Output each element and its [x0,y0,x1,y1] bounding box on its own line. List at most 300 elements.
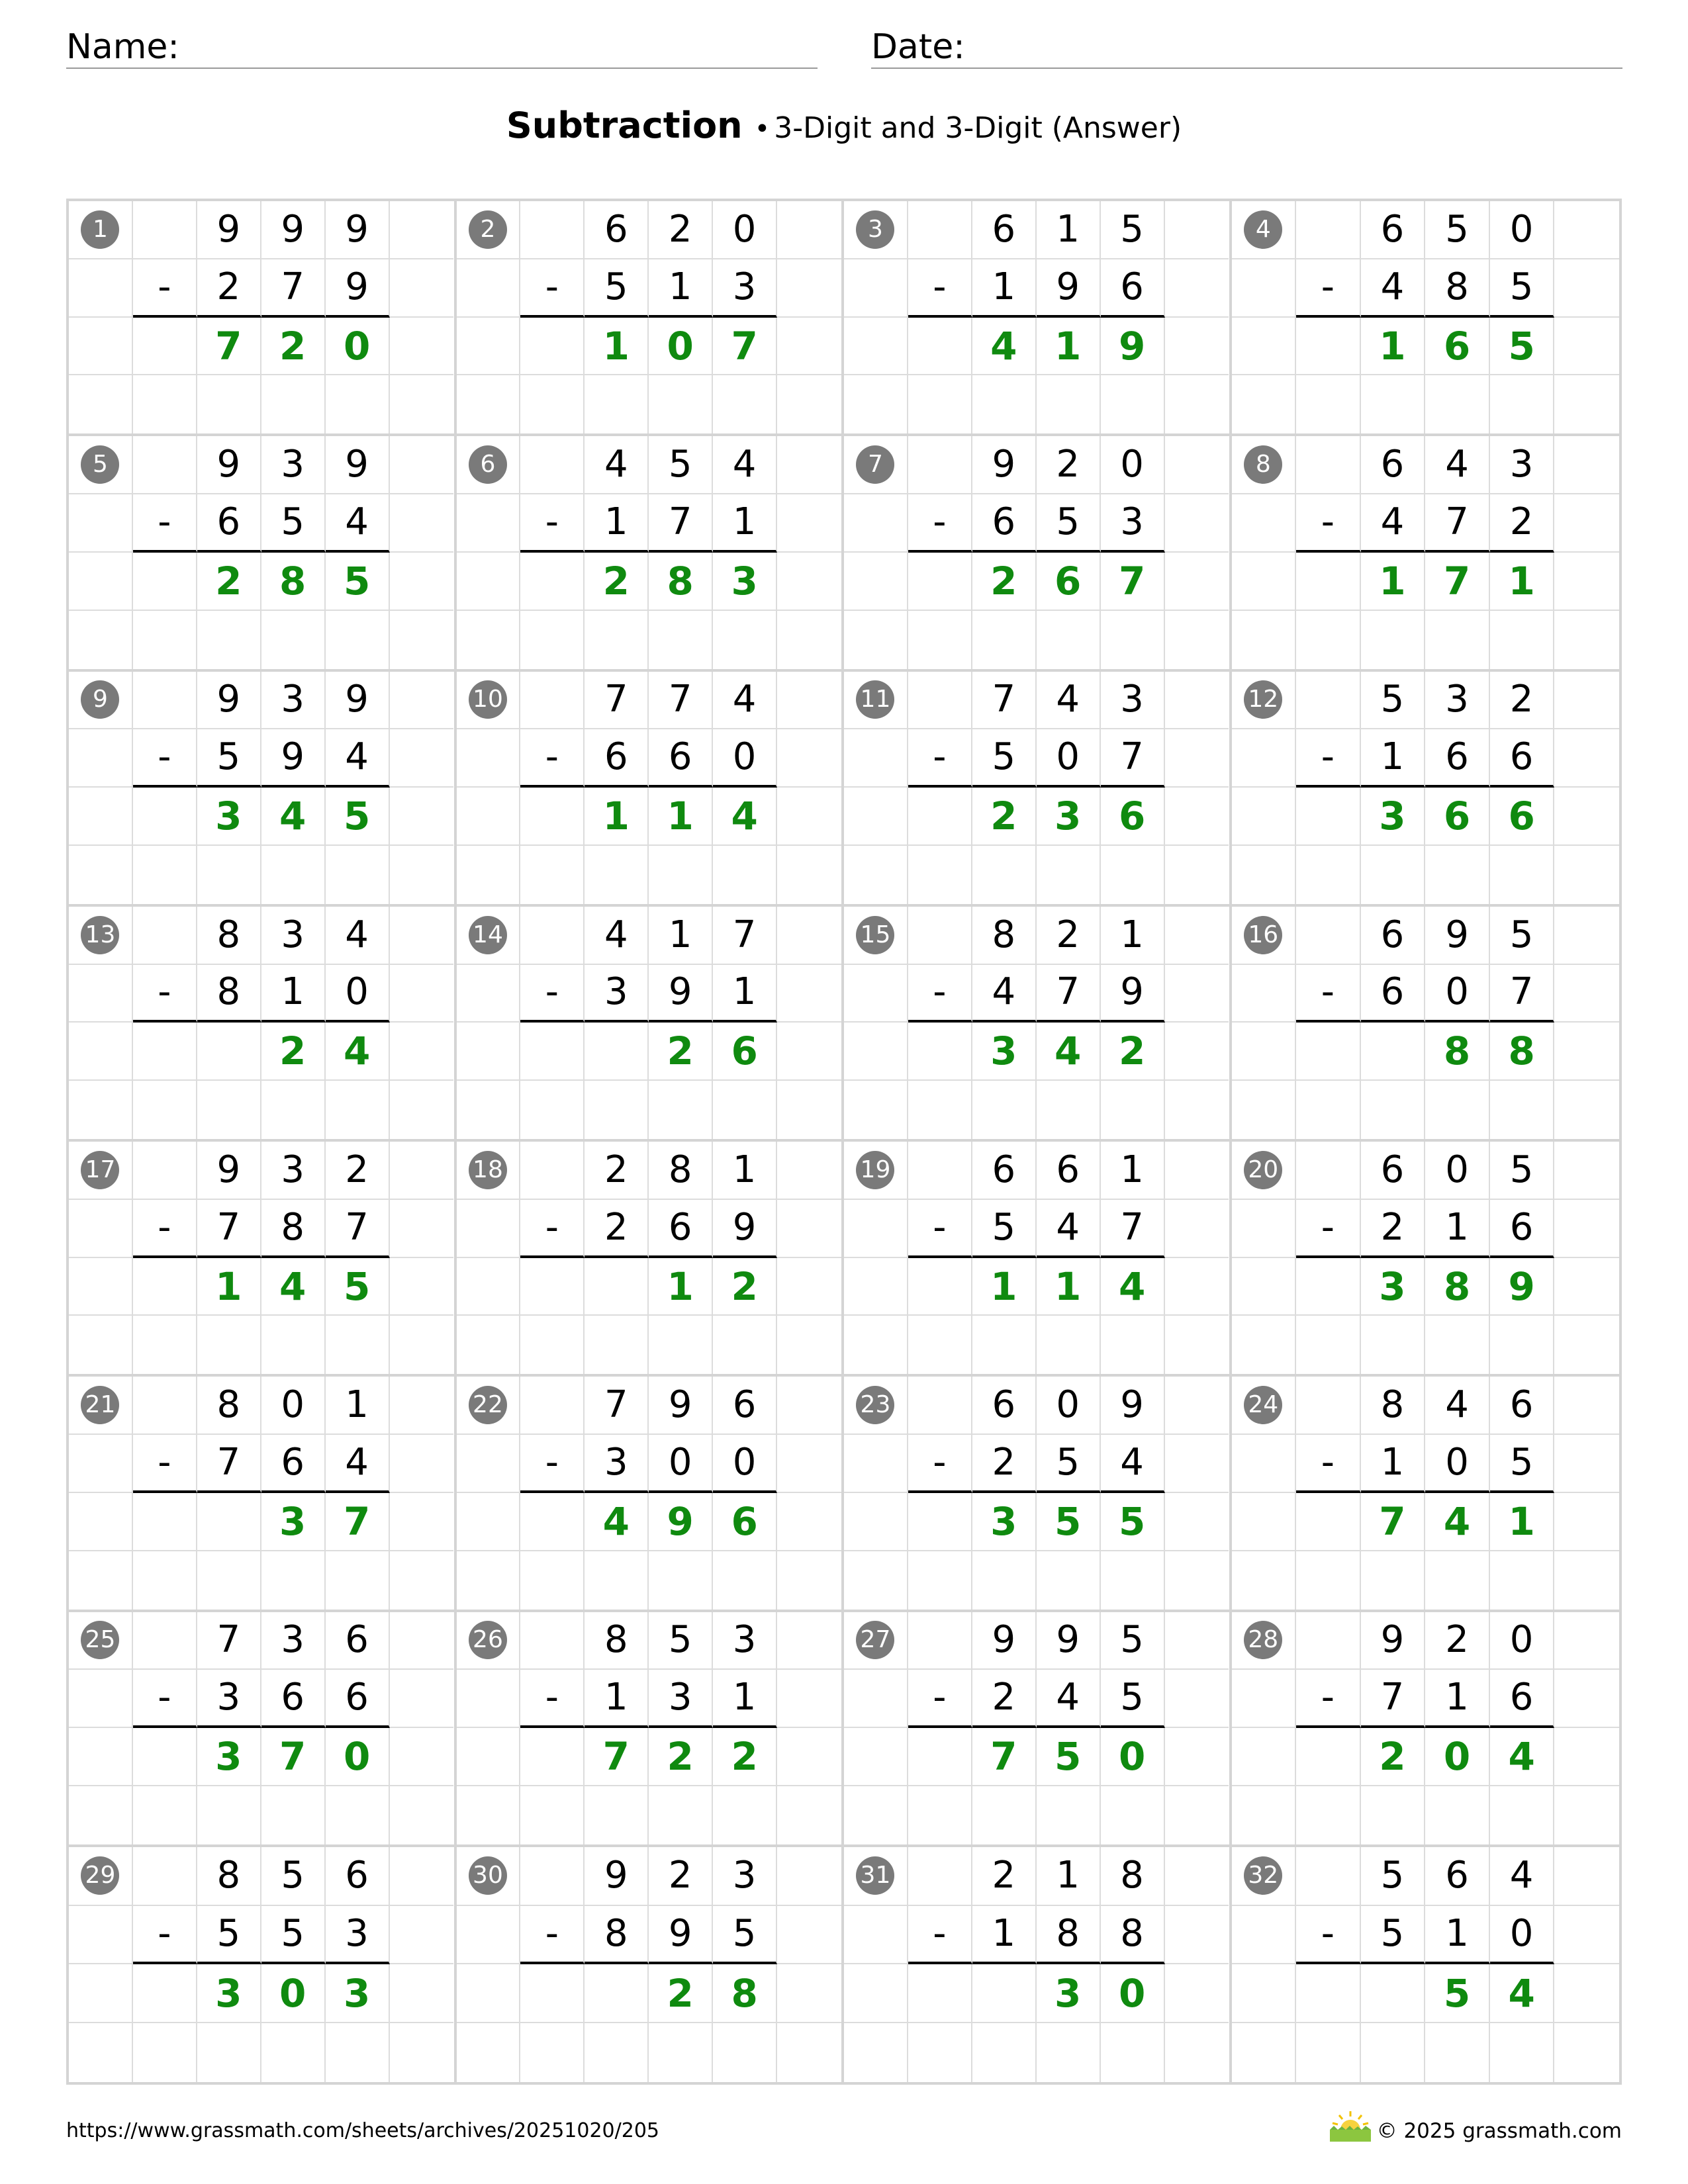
answer-digit: 2 [649,1728,713,1786]
minus-sign: - [133,1670,197,1728]
grid-cell [649,611,713,669]
minuend-digit: 5 [1490,907,1555,965]
grid-cell [520,553,585,611]
subtrahend-digit: 6 [1425,729,1490,788]
grid-cell [197,1316,261,1374]
grid-cell [1037,1316,1101,1374]
subtrahend-digit: 1 [1425,1200,1490,1258]
subtrahend-digit: 6 [261,1670,326,1728]
grid-cell [1296,788,1361,846]
subtrahend-digit: 1 [1361,729,1426,788]
grid-cell [1101,846,1165,904]
problem-22 [457,1377,845,1612]
problem-25 [69,1612,457,1847]
grid-cell [844,1670,908,1728]
grid-cell [844,1023,908,1081]
subtrahend-digit: 8 [197,965,261,1023]
problem-grid [66,199,1622,2085]
problem-number-badge: 11 [856,680,894,719]
grid-cell [133,436,197,494]
grid-cell [133,1551,197,1610]
problem-12 [1232,672,1620,907]
grid-cell [520,318,585,376]
grid-cell [1296,611,1361,669]
grid-cell [972,375,1037,433]
subtrahend-digit: 0 [713,1435,777,1493]
minus-sign: - [1296,494,1361,553]
grid-cell [777,1728,841,1786]
problem-number-cell [457,1377,521,1435]
grid-cell [1165,1964,1229,2023]
grid-cell [585,2023,649,2082]
subtrahend-digit: 0 [713,729,777,788]
grid-cell [1296,1316,1361,1374]
answer-digit: 7 [326,1493,390,1551]
minuend-digit: 6 [972,1377,1037,1435]
grid-cell [649,1786,713,1844]
grid-cell [520,611,585,669]
problem-number-cell [69,201,133,259]
grid-cell [1165,611,1229,669]
problem-number-cell [1232,672,1297,730]
grid-cell [1554,494,1619,553]
grid-cell [133,1258,197,1316]
minuend-digit: 5 [1361,1847,1426,1906]
grid-cell [133,1728,197,1786]
minuend-digit: 1 [1037,201,1101,259]
subtrahend-digit: 7 [261,259,326,318]
answer-digit: 7 [1101,553,1165,611]
answer-digit: 4 [261,1258,326,1316]
grid-cell [1232,729,1297,788]
grid-cell [1425,1786,1490,1844]
name-field[interactable] [66,26,818,69]
grid-cell [777,1200,841,1258]
grid-cell [261,846,326,904]
problem-number-cell [457,1847,521,1906]
problem-31 [844,1847,1232,2082]
grid-cell [908,1728,972,1786]
grid-cell [457,1023,521,1081]
grid-cell [520,436,585,494]
minuend-digit: 9 [326,672,390,730]
subtrahend-digit: 4 [1361,494,1426,553]
grid-cell [908,1142,972,1200]
grid-cell [908,907,972,965]
grid-cell [457,1493,521,1551]
subtrahend-digit: 8 [1037,1906,1101,1965]
grid-cell [1165,494,1229,553]
grid-cell [908,318,972,376]
grid-cell [844,965,908,1023]
grid-cell [713,1551,777,1610]
minuend-digit: 4 [585,907,649,965]
grid-cell [777,611,841,669]
minuend-digit: 1 [1037,1847,1101,1906]
subtrahend-digit: 6 [649,1200,713,1258]
grid-cell [69,318,133,376]
problem-number-cell [844,907,908,965]
problem-number-cell [844,672,908,730]
answer-digit: 4 [1425,1493,1490,1551]
grid-cell [908,2023,972,2082]
grid-cell [197,2023,261,2082]
grid-cell [69,259,133,318]
grid-cell [261,375,326,433]
grid-cell [1554,729,1619,788]
answer-digit: 5 [326,788,390,846]
grid-cell [390,907,454,965]
answer-digit: 7 [1425,553,1490,611]
subtrahend-digit: 9 [649,965,713,1023]
grid-cell [1165,1200,1229,1258]
grid-cell [1296,907,1361,965]
grid-cell [908,553,972,611]
grid-cell [1232,375,1297,433]
grid-cell [585,1316,649,1374]
answer-digit: 8 [1425,1023,1490,1081]
grid-cell [1361,1786,1426,1844]
grid-cell [1165,1142,1229,1200]
grid-cell [844,1081,908,1139]
grid-cell [390,1493,454,1551]
grid-cell [1425,2023,1490,2082]
grid-cell [1165,1435,1229,1493]
title-separator: • [754,114,771,144]
grid-cell [1232,494,1297,553]
grid-cell [1554,2023,1619,2082]
minuend-digit: 2 [1425,1612,1490,1670]
grid-cell [1037,2023,1101,2082]
grid-cell [390,1377,454,1435]
grid-cell [1232,1786,1297,1844]
subtrahend-digit: 4 [1037,1670,1101,1728]
minus-sign: - [133,494,197,553]
subtrahend-digit: 1 [1425,1906,1490,1965]
answer-digit: 1 [649,788,713,846]
answer-digit: 1 [649,1258,713,1316]
minuend-digit: 5 [1425,201,1490,259]
grid-cell [1490,1786,1555,1844]
grid-cell [1101,375,1165,433]
grid-cell [1361,375,1426,433]
grid-cell [777,318,841,376]
subtrahend-digit: 3 [1101,494,1165,553]
problem-number-badge: 12 [1244,680,1282,719]
problem-11 [844,672,1232,907]
problem-8 [1232,436,1620,671]
grid-cell [457,1316,521,1374]
answer-digit: 4 [261,788,326,846]
grid-cell [390,375,454,433]
answer-digit: 3 [1037,788,1101,846]
subtrahend-digit: 5 [1361,1906,1426,1965]
grid-cell [1165,965,1229,1023]
subtrahend-digit: 5 [261,494,326,553]
grid-cell [520,1964,585,2023]
grid-cell [844,1551,908,1610]
grid-cell [457,1964,521,2023]
grid-cell [69,1316,133,1374]
subtrahend-digit: 1 [713,965,777,1023]
grid-cell [261,1316,326,1374]
grid-cell [1165,2023,1229,2082]
answer-digit: 1 [585,788,649,846]
grid-cell [326,2023,390,2082]
answer-digit: 5 [1037,1728,1101,1786]
grid-cell [457,1081,521,1139]
grid-cell [1554,1200,1619,1258]
answer-digit: 6 [1037,553,1101,611]
grid-cell [972,1081,1037,1139]
subtrahend-digit: 6 [197,494,261,553]
grid-cell [69,1551,133,1610]
grid-cell [261,1081,326,1139]
grid-cell [1296,1258,1361,1316]
subtrahend-digit: 0 [1490,1906,1555,1965]
grid-cell [649,2023,713,2082]
grid-cell [844,259,908,318]
grid-cell [1554,1964,1619,2023]
minuend-digit: 9 [972,436,1037,494]
problem-number-badge: 8 [1244,445,1282,484]
subtrahend-digit: 9 [326,259,390,318]
minuend-digit: 6 [326,1612,390,1670]
subtrahend-digit: 7 [197,1435,261,1493]
grid-cell [326,1786,390,1844]
grid-cell [972,2023,1037,2082]
subtrahend-digit: 6 [326,1670,390,1728]
problem-30 [457,1847,845,2082]
answer-digit: 4 [713,788,777,846]
grid-cell [777,1551,841,1610]
problem-number-cell [457,1142,521,1200]
grid-cell [390,2023,454,2082]
minuend-digit: 7 [649,672,713,730]
grid-cell [69,1435,133,1493]
problem-number-badge: 16 [1244,916,1282,954]
date-field[interactable] [871,26,1622,69]
subtrahend-digit: 5 [713,1906,777,1965]
grid-cell [1361,846,1426,904]
subtrahend-digit: 1 [1425,1670,1490,1728]
minuend-digit: 9 [261,201,326,259]
problem-number-cell [69,1142,133,1200]
minus-sign: - [520,1906,585,1965]
minuend-digit: 8 [1101,1847,1165,1906]
minuend-digit: 2 [972,1847,1037,1906]
grid-cell [777,553,841,611]
grid-cell [777,1081,841,1139]
grid-cell [197,846,261,904]
subtrahend-digit: 0 [1425,1435,1490,1493]
grid-cell [908,201,972,259]
answer-digit [1361,1964,1426,2023]
name-label: Name: [66,27,179,67]
grid-cell [1554,1847,1619,1906]
grid-cell [1490,1551,1555,1610]
answer-digit: 3 [197,788,261,846]
grid-cell [1165,1316,1229,1374]
minuend-digit: 1 [326,1377,390,1435]
grid-cell [1165,1786,1229,1844]
problem-number-cell [1232,1612,1297,1670]
answer-digit: 0 [1101,1964,1165,2023]
grid-cell [1296,846,1361,904]
problem-number-cell [457,436,521,494]
answer-digit: 4 [585,1493,649,1551]
grid-cell [1296,436,1361,494]
subtrahend-digit: 0 [326,965,390,1023]
grid-cell [1232,1551,1297,1610]
answer-digit [972,1964,1037,2023]
minus-sign: - [520,1435,585,1493]
minuend-digit: 6 [1361,436,1426,494]
problem-number-cell [844,1377,908,1435]
answer-digit [197,1023,261,1081]
grid-cell [1554,1612,1619,1670]
minuend-digit: 5 [261,1847,326,1906]
subtrahend-digit: 5 [1490,259,1555,318]
grid-cell [520,1081,585,1139]
grid-cell [1490,1316,1555,1374]
answer-digit: 2 [1101,1023,1165,1081]
grid-cell [1165,553,1229,611]
subtrahend-digit: 7 [1361,1670,1426,1728]
problem-number-cell [457,907,521,965]
answer-digit: 4 [1037,1023,1101,1081]
problem-number-badge: 23 [856,1386,894,1424]
grid-cell [1296,1728,1361,1786]
subtrahend-digit: 3 [713,259,777,318]
grid-cell [908,1786,972,1844]
grid-cell [69,965,133,1023]
answer-digit: 3 [1361,788,1426,846]
problem-number-badge: 19 [856,1151,894,1189]
subtrahend-digit: 5 [1490,1435,1555,1493]
grid-cell [1554,1316,1619,1374]
answer-digit: 2 [649,1964,713,2023]
minuend-digit: 8 [649,1142,713,1200]
grid-cell [908,672,972,730]
grid-cell [1296,1493,1361,1551]
grid-cell [585,1081,649,1139]
minuend-digit: 6 [1425,1847,1490,1906]
grid-cell [1490,375,1555,433]
answer-digit: 2 [972,553,1037,611]
subtrahend-digit: 5 [585,259,649,318]
subtrahend-digit: 5 [1101,1670,1165,1728]
answer-digit: 9 [649,1493,713,1551]
grid-cell [390,553,454,611]
subtrahend-digit: 7 [1101,1200,1165,1258]
subtrahend-digit: 5 [197,1906,261,1965]
subtrahend-digit: 3 [326,1906,390,1965]
grid-cell [1101,1786,1165,1844]
grid-cell [520,788,585,846]
grid-cell [844,1728,908,1786]
problem-number-badge: 21 [81,1386,119,1424]
subtrahend-digit: 6 [1361,965,1426,1023]
subtrahend-digit: 8 [585,1906,649,1965]
grid-cell [1232,1258,1297,1316]
problem-number-cell [1232,1847,1297,1906]
answer-digit: 3 [972,1493,1037,1551]
problem-number-badge: 32 [1244,1856,1282,1895]
grid-cell [197,375,261,433]
subtrahend-digit: 2 [1361,1200,1426,1258]
grid-cell [1037,846,1101,904]
grid-cell [1101,2023,1165,2082]
grid-cell [1296,1081,1361,1139]
grid-cell [908,1377,972,1435]
minuend-digit: 0 [1037,1377,1101,1435]
answer-digit: 2 [1361,1728,1426,1786]
grid-cell [457,318,521,376]
subtrahend-digit: 8 [1101,1906,1165,1965]
grid-cell [390,1964,454,2023]
grid-cell [844,1964,908,2023]
grid-cell [1232,1964,1297,2023]
answer-digit: 9 [1101,318,1165,376]
subtrahend-digit: 6 [649,729,713,788]
problem-number-badge: 27 [856,1621,894,1659]
grid-cell [1296,1612,1361,1670]
minus-sign: - [1296,965,1361,1023]
answer-digit: 4 [326,1023,390,1081]
minuend-digit: 3 [261,1612,326,1670]
subtrahend-digit: 5 [972,729,1037,788]
grid-cell [133,788,197,846]
grid-cell [1554,1551,1619,1610]
subtrahend-digit: 2 [972,1435,1037,1493]
minus-sign: - [520,494,585,553]
minus-sign: - [520,729,585,788]
problem-number-badge: 18 [469,1151,507,1189]
answer-digit: 6 [1101,788,1165,846]
answer-digit: 4 [1101,1258,1165,1316]
subtrahend-digit: 0 [1037,729,1101,788]
grid-cell [326,1316,390,1374]
grid-cell [1490,846,1555,904]
grid-cell [457,846,521,904]
minuend-digit: 3 [261,1142,326,1200]
grid-cell [972,1316,1037,1374]
grid-cell [777,1847,841,1906]
grid-cell [133,1786,197,1844]
grid-cell [326,846,390,904]
grid-cell [777,259,841,318]
grid-cell [908,1493,972,1551]
problem-number-cell [1232,1377,1297,1435]
subtrahend-digit: 6 [585,729,649,788]
subtrahend-digit: 7 [1037,965,1101,1023]
grid-cell [520,672,585,730]
grid-cell [133,1493,197,1551]
grid-cell [133,1612,197,1670]
grid-cell [1165,1258,1229,1316]
problem-number-cell [69,1847,133,1906]
minuend-digit: 2 [1490,672,1555,730]
minuend-digit: 9 [1361,1612,1426,1670]
grid-cell [1296,1847,1361,1906]
grid-cell [520,1847,585,1906]
subtrahend-digit: 8 [261,1200,326,1258]
answer-digit: 5 [326,553,390,611]
grid-cell [1165,259,1229,318]
problem-number-badge: 1 [81,210,119,249]
subtrahend-digit: 4 [1037,1200,1101,1258]
